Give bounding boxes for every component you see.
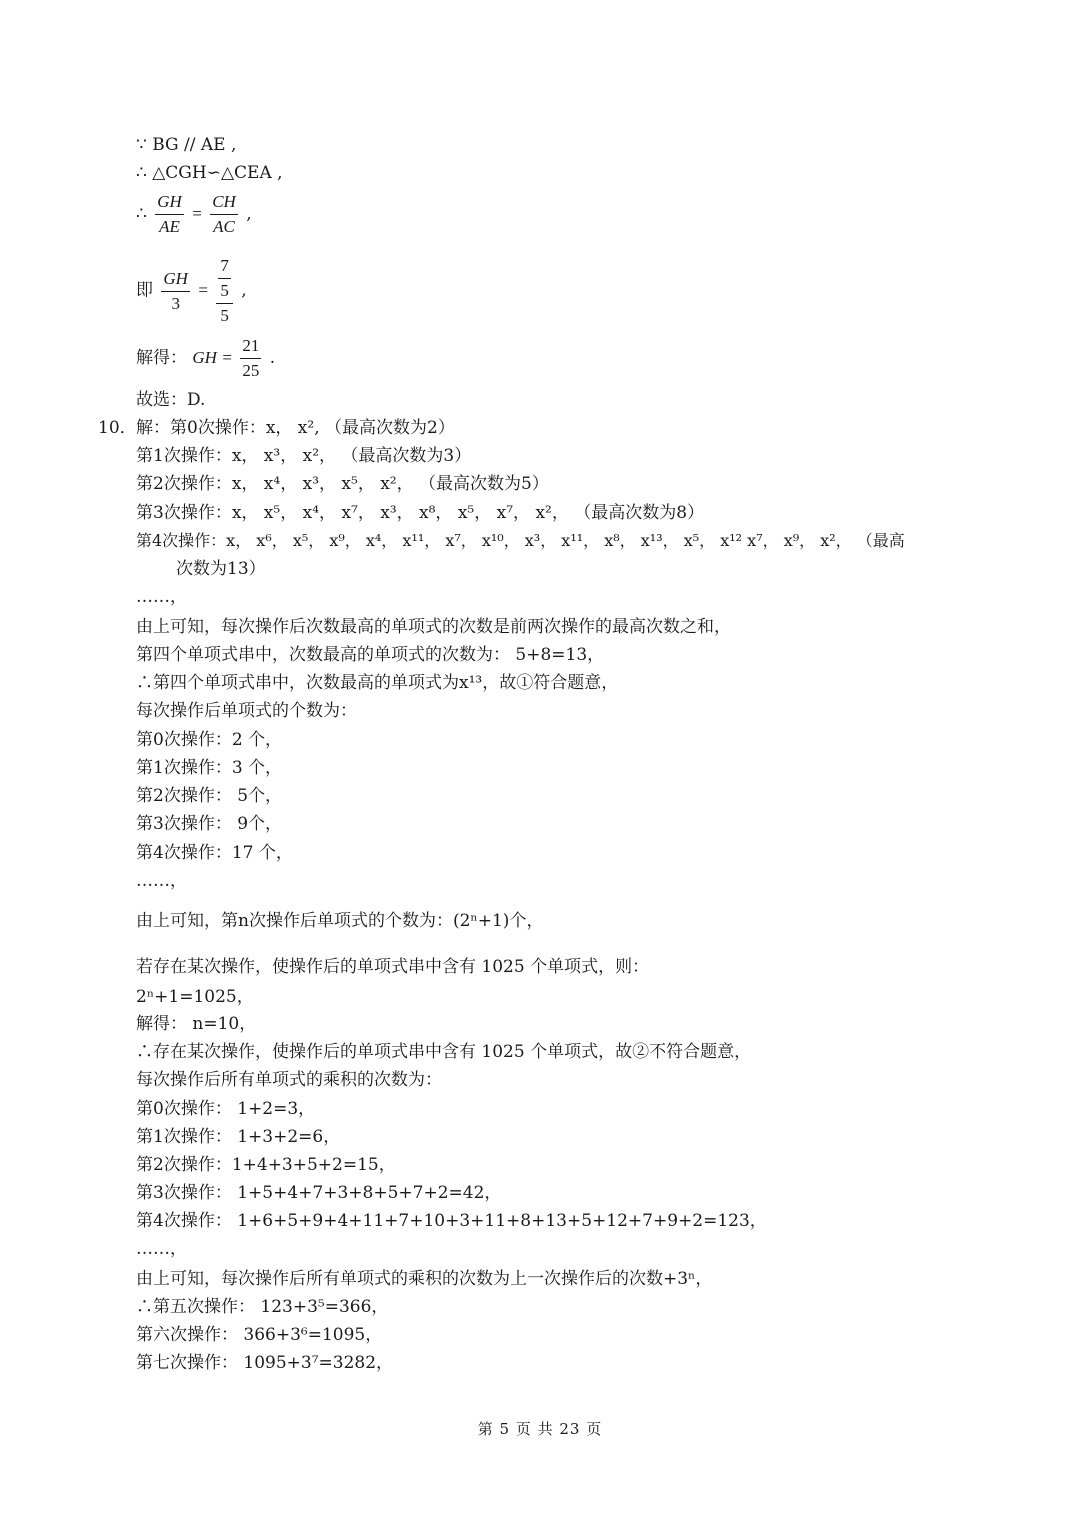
count-op4: 第4次操作：17 个，: [136, 843, 293, 863]
product-op3: 第3次操作： 1+5+4+7+3+8+5+7+2=42，: [136, 1183, 502, 1203]
line-answer: 故选：D.: [136, 390, 206, 410]
ellipsis-2: ……，: [136, 871, 187, 891]
summary-4: 每次操作后单项式的个数为：: [136, 701, 357, 721]
conclusion-2: ∴存在某次操作，使操作后的单项式串中含有 1025 个单项式，故②不符合题意，: [136, 1042, 752, 1062]
fraction-ch-ac: $\frac{CH}{AC}$: [212, 192, 236, 236]
existence-statement: 若存在某次操作，使操作后的单项式串中含有 1025 个单项式，则：: [136, 957, 650, 977]
count-op1: 第1次操作：3 个，: [136, 758, 283, 778]
op7-degree: 第七次操作： 1095+3⁷=3282，: [136, 1353, 394, 1373]
op0-line: 解：第0次操作：x， x², （最高次数为2）: [136, 418, 455, 438]
op4-line: 第4次操作：x， x⁶， x⁵， x⁹， x⁴， x¹¹， x⁷， x¹⁰， x³， x¹¹， x⁸， x¹³， x⁵， x¹² x⁷， x⁹， x²， （最高: [136, 531, 905, 550]
equation-1025: 2ⁿ+1=1025，: [136, 987, 254, 1007]
ellipsis-3: ……，: [136, 1239, 187, 1259]
product-op4: 第4次操作： 1+6+5+9+4+11+7+10+3+11+8+13+5+12+7+9+2=123，: [136, 1211, 767, 1231]
fraction-21-25: $\frac{21}{25}$: [242, 336, 260, 380]
summary-1: 由上可知，每次操作后次数最高的单项式的次数是前两次操作的最高次数之和，: [136, 617, 731, 637]
fraction-gh-ae: $\frac{GH}{AE}$: [157, 192, 182, 236]
count-formula: 由上可知，第n次操作后单项式的个数为：(2ⁿ+1)个，: [136, 911, 544, 931]
product-op0: 第0次操作： 1+2=3，: [136, 1099, 316, 1119]
fraction-gh-3: $\frac{GH}{3}$: [163, 268, 188, 313]
line-ratio-equation: ∴ $\frac{GH}{AE}$ = $\frac{CH}{AC}$ ,: [136, 192, 252, 236]
recurrence-statement: 由上可知，每次操作后所有单项式的乘积的次数为上一次操作后的次数+3ⁿ，: [136, 1269, 713, 1289]
op3-line: 第3次操作：x， x⁵， x⁴， x⁷， x³， x⁸， x⁵， x⁷， x²， （最高次数为8）: [136, 503, 705, 523]
page-footer: 第 5 页 共 23 页: [477, 1420, 603, 1438]
op6-degree: 第六次操作： 366+3⁶=1095，: [136, 1325, 383, 1345]
summary-3: ∴第四个单项式串中，次数最高的单项式为x¹³，故①符合题意，: [136, 673, 619, 693]
product-op2: 第2次操作：1+4+3+5+2=15，: [136, 1155, 396, 1175]
line-parallel: ∵ BG // AE ,: [136, 135, 237, 155]
summary-2: 第四个单项式串中，次数最高的单项式的次数为： 5+8=13，: [136, 645, 605, 665]
op4-line-continued: 次数为13）: [176, 559, 266, 579]
count-op0: 第0次操作：2 个，: [136, 730, 283, 750]
count-op3: 第3次操作： 9个，: [136, 814, 283, 834]
product-op1: 第1次操作： 1+3+2=6，: [136, 1127, 341, 1147]
line-solution: 解得： GH = $\frac{21}{25}$ .: [136, 336, 276, 380]
solve-n: 解得： n=10，: [136, 1014, 257, 1034]
fraction-nested: $\frac{\frac{7}{5}}{5}$: [216, 256, 233, 326]
line-substitution: 即 $\frac{GH}{3}$ = $\frac{\frac{7}{5}}{5}$ ,: [136, 256, 247, 325]
product-degree-intro: 每次操作后所有单项式的乘积的次数为：: [136, 1070, 442, 1090]
question-number: 10．: [98, 418, 137, 438]
op5-degree: ∴第五次操作： 123+3⁵=366，: [136, 1297, 389, 1317]
line-similar-triangles: ∴ △CGH∽△CEA ,: [136, 163, 283, 183]
op2-line: 第2次操作：x， x⁴， x³， x⁵， x²， （最高次数为5）: [136, 474, 549, 494]
op1-line: 第1次操作：x， x³， x²， （最高次数为3）: [136, 446, 472, 466]
ellipsis-1: ……，: [136, 587, 187, 607]
count-op2: 第2次操作： 5个，: [136, 786, 283, 806]
